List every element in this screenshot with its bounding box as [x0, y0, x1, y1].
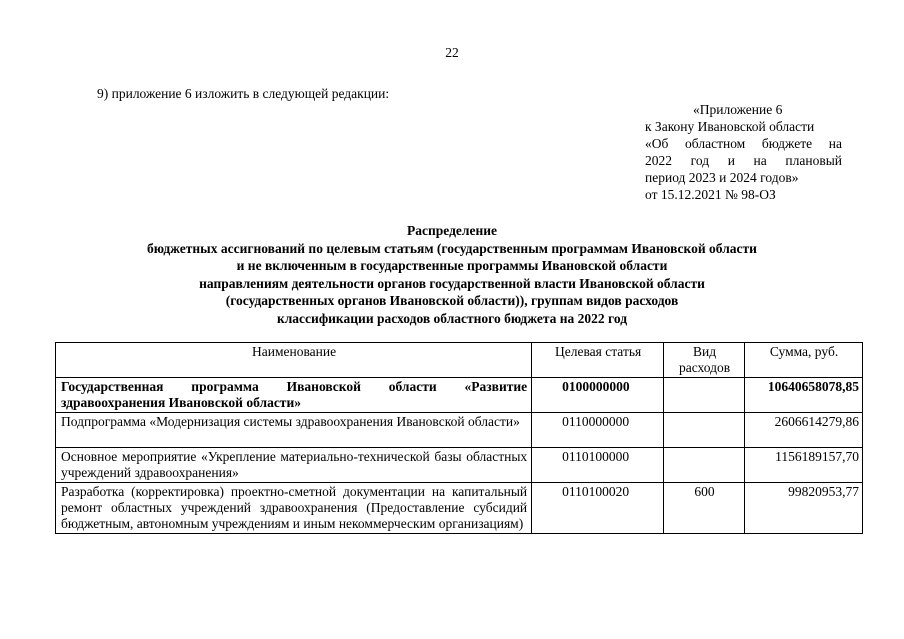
header-code: Целевая статья	[532, 343, 664, 378]
row-code: 0110100000	[532, 448, 664, 483]
row-name: Основное мероприятие «Укрепление материально-технической базы областных учреждений здравоохранения»	[56, 448, 532, 483]
appendix-line: «Приложение 6	[693, 102, 783, 117]
title-line: Распределение	[406, 223, 498, 238]
title-line: направлениям деятельности органов государственной власти Ивановской области	[199, 275, 705, 291]
appendix-line: от 15.12.2021 № 98-ОЗ	[645, 187, 776, 202]
title-line: и не включенным в государственные программы Ивановской области	[236, 258, 668, 274]
row-code: 0110100020	[532, 483, 664, 534]
title-line: классификации расходов областного бюджета на 2022 год	[276, 310, 628, 326]
appendix-line: к Закону Ивановской области	[645, 119, 815, 134]
table-row	[56, 378, 863, 413]
header-name: Наименование	[56, 343, 532, 378]
table-row	[56, 448, 863, 483]
appendix-line: «Об областном бюджете на	[645, 136, 842, 151]
row-kind	[664, 448, 745, 483]
row-name: Разработка (корректировка) проектно-сметной документации на капитальный ремонт областных учреждений здравоохранения (Предоставление субсидий бюджетным, автономным учреждениям и иным некоммерческим организациям)	[56, 483, 532, 534]
row-kind	[664, 413, 745, 448]
row-name: Государственная программа Ивановской области «Развитие здравоохранения Ивановской области»	[56, 378, 532, 413]
appendix-line: 2022 год и на плановый	[645, 153, 842, 168]
title-line: бюджетных ассигнований по целевым статьям (государственным программам Ивановской области	[147, 240, 757, 256]
row-sum: 2606614279,86	[745, 413, 863, 448]
row-sum: 10640658078,85	[745, 378, 863, 413]
header-kind: Вид расходов	[664, 343, 745, 378]
appendix-line: период 2023 и 2024 годов»	[645, 170, 799, 185]
table-header-row	[56, 343, 863, 378]
row-kind: 600	[664, 483, 745, 534]
page-number: 22	[445, 45, 459, 60]
header-sum: Сумма, руб.	[745, 343, 863, 378]
row-sum: 99820953,77	[745, 483, 863, 534]
title-line: (государственных органов Ивановской области)), группам видов расходов	[225, 293, 679, 309]
row-name: Подпрограмма «Модернизация системы здравоохранения Ивановской области»	[56, 413, 532, 448]
budget-table	[55, 342, 863, 534]
row-kind	[664, 378, 745, 413]
intro-text: 9) приложение 6 изложить в следующей редакции:	[97, 86, 390, 101]
row-code: 0110000000	[532, 413, 664, 448]
table-row	[56, 483, 863, 534]
row-code: 0100000000	[532, 378, 664, 413]
row-sum: 1156189157,70	[745, 448, 863, 483]
document-title	[96, 222, 808, 328]
table-row	[56, 413, 863, 448]
appendix-reference	[645, 101, 842, 203]
